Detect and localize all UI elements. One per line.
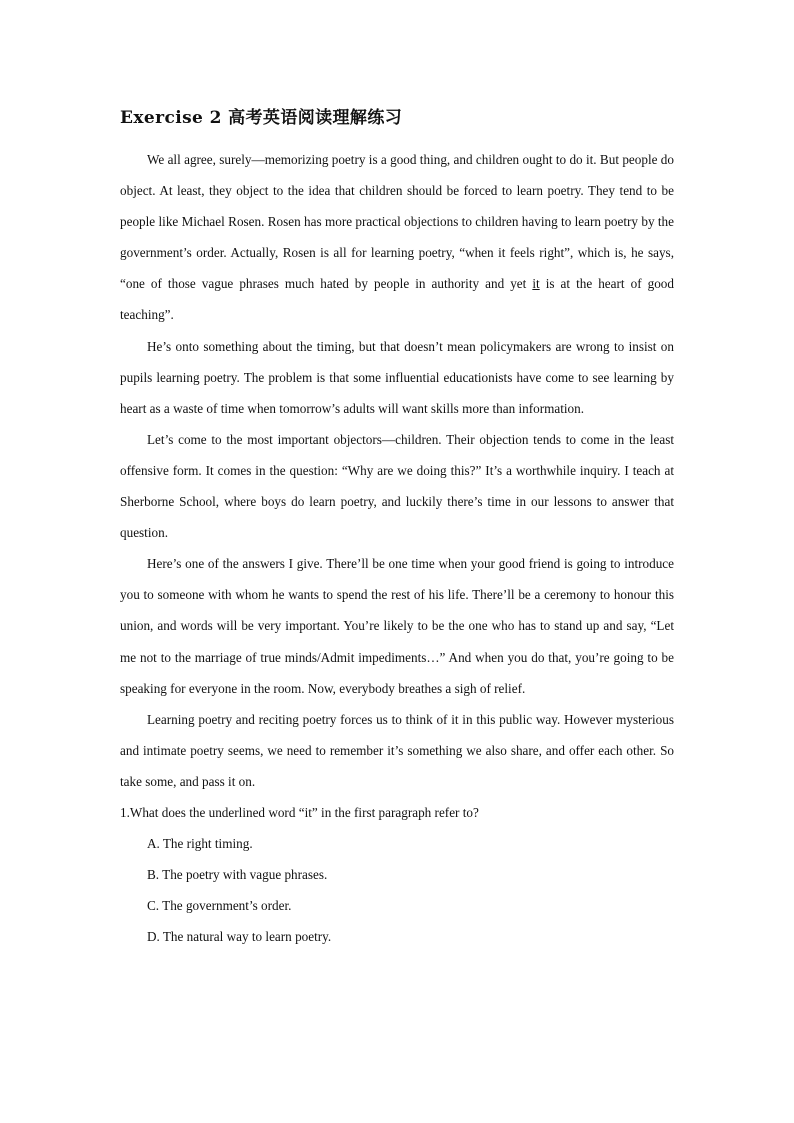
question-1-option-c: C. The government’s order. bbox=[147, 898, 292, 914]
paragraph-1-text-end: is at the heart of good teaching”. bbox=[120, 276, 674, 323]
document-page bbox=[120, 105, 674, 952]
question-1-option-a: A. The right timing. bbox=[147, 836, 253, 852]
passage-paragraph-3: Let’s come to the most important objectors—children. Their objection tends to come in the least offensive form. It comes in the question: “Why are we doing this?” It’s a worthwhile inquiry. I teach at Sherborne School, where boys do learn poetry, and luckily there’s time in our lessons to answer that question. bbox=[120, 431, 674, 541]
passage-paragraph-1 bbox=[120, 144, 674, 331]
question-1-option-d: D. The natural way to learn poetry. bbox=[147, 929, 332, 945]
underlined-word-it: it bbox=[532, 276, 540, 292]
question-1-option-b: B. The poetry with vague phrases. bbox=[147, 867, 328, 883]
passage-paragraph-2: He’s onto something about the timing, but that doesn’t mean policymakers are wrong to insist on pupils learning poetry. The problem is that some influential educationists have come to see learning by heart as a waste of time when tomorrow’s adults will want skills more than information. bbox=[120, 338, 674, 416]
passage-paragraph-5: Learning poetry and reciting poetry forces us to think of it in this public way. However mysterious and intimate poetry seems, we need to remember it’s something we also share, and offer each other. So take some, and pass it on. bbox=[120, 711, 674, 789]
paragraph-1-text-start: We all agree, surely—memorizing poetry is a good thing, and children ought to do it. But people do object. At least, they object to the idea that children should be forced to learn poetry. They tend to be people like Michael Rosen. Rosen has more practical objections to children having to learn poetry by the government’s order. Actually, Rosen is all for learning poetry, “when it feels right”, which is, he says, “one of those vague phrases much hated by people in authority and yet bbox=[120, 152, 674, 292]
passage-paragraph-4: Here’s one of the answers I give. There’ll be one time when your good friend is going to introduce you to someone with whom he wants to spend the rest of his life. There’ll be a ceremony to honour this union, and words will be very important. You’re likely to be the one who has to stand up and say, “Let me not to the marriage of true minds/Admit impediments…” And when you do that, you’re going to be speaking for everyone in the room. Now, everybody breathes a sigh of relief. bbox=[120, 556, 674, 696]
question-1-stem: 1.What does the underlined word “it” in the first paragraph refer to? bbox=[120, 804, 479, 820]
exercise-title: Exercise 2 高考英语阅读理解练习 bbox=[120, 108, 403, 128]
